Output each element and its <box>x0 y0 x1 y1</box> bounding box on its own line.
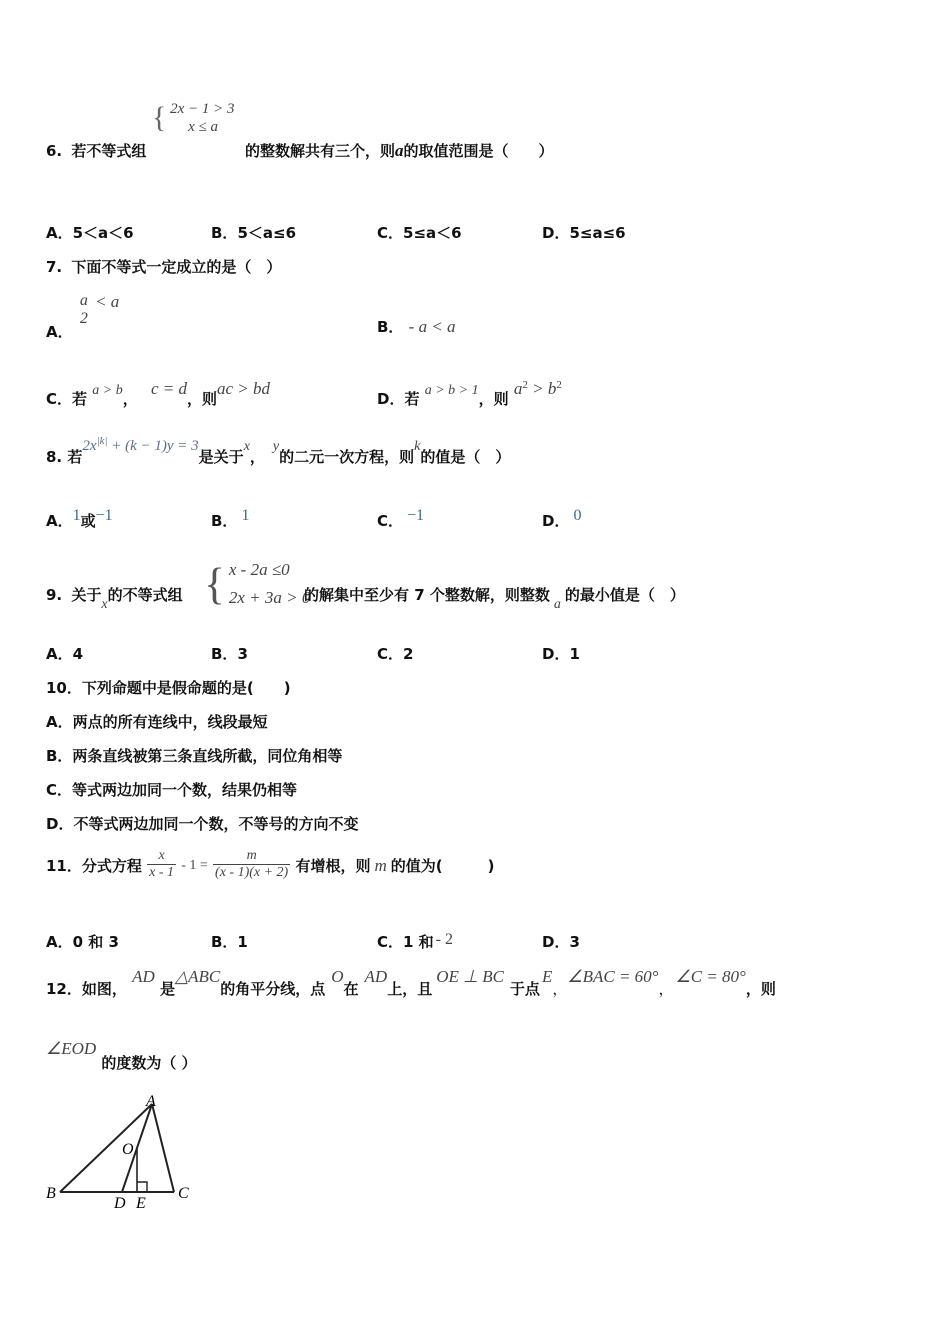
triangle-figure <box>40 1092 200 1212</box>
label-d: D <box>114 1195 126 1212</box>
q8-option-b[interactable]: B． 1 <box>211 507 250 530</box>
q8-option-c[interactable]: C． −1 <box>377 507 425 530</box>
q7-option-c[interactable]: C．若 a > b， c = d，则ac > bd <box>46 379 271 408</box>
q8-option-a[interactable]: A．1或−1 <box>46 507 113 530</box>
q6-option-b[interactable]: B．5＜a≤6 <box>211 224 297 242</box>
q6-suffix-a: 的整数解共有三个，则 <box>245 142 396 160</box>
label-o: O <box>122 1141 134 1158</box>
q9-system-line2: 2x + 3a > 0 <box>228 588 311 607</box>
q6-system-line1: 2x − 1 > 3 <box>170 101 235 117</box>
q7-stem <box>46 256 281 277</box>
q10-stem: 10．下列命题中是假命题的是( ) <box>46 679 291 697</box>
q11-stem: 11．分式方程 $\frac{x}{x - 1}$ - 1 = $\frac{m}{(x - 1)(x + 2)}$ 有增根，则 m 的值为( ) <box>46 848 495 880</box>
q9-option-a[interactable]: A．4 <box>46 645 84 663</box>
label-e: E <box>136 1195 146 1212</box>
q10-option-a[interactable]: A．两点的所有连线中，线段最短 <box>46 713 268 731</box>
q10-option-b[interactable]: B．两条直线被第三条直线所截，同位角相等 <box>46 747 343 765</box>
right-angle-mark <box>137 1182 147 1192</box>
q11-fraction-1: $\frac{x}{x - 1}$ <box>149 848 174 880</box>
q6-option-d[interactable]: D．5≤a≤6 <box>542 224 626 242</box>
q6-option-c[interactable]: C．5≤a＜6 <box>377 224 462 242</box>
side-ab <box>60 1104 152 1192</box>
q9-system: { x - 2a ≤0 2x + 3a > 0 <box>204 556 310 612</box>
q8-option-d[interactable]: D． 0 <box>542 507 582 530</box>
q10-option-c[interactable]: C．等式两边加同一个数，结果仍相等 <box>46 781 298 799</box>
q9-option-c[interactable]: C．2 <box>377 645 414 663</box>
q7-option-a-fraction: a 2 <box>79 292 88 327</box>
q6-stem <box>46 140 146 161</box>
q6-suffix-b: 的取值范围是（ ） <box>403 142 554 160</box>
label-b: B <box>46 1185 56 1202</box>
q6-number: 6. <box>46 142 63 160</box>
q12-stem: 12．如图， AD 是△ABC的角平分线，点O在AD上，且OE ⊥ BC于点E，∠BAC = 60°，∠C = 80°，则 <box>46 967 776 998</box>
q11-fraction-2: $\frac{m}{(x - 1)(x + 2)}$ <box>215 848 289 880</box>
q6-system: { 2x − 1 > 3 x ≤ a <box>152 101 235 135</box>
q6-system-line2: x ≤ a <box>188 119 219 135</box>
q9-option-b[interactable]: B．3 <box>211 645 248 663</box>
q7-stem-text: 下面不等式一定成立的是（ ） <box>71 258 282 276</box>
q6-var-a: a <box>395 141 404 160</box>
side-ac <box>152 1104 174 1192</box>
q11-option-c[interactable]: C．1 和 - 2 <box>377 931 453 951</box>
q6-option-a[interactable]: A．5＜a＜6 <box>46 224 134 242</box>
q12-stem-line2: ∠EOD 的度数为（ ） <box>46 1039 197 1072</box>
q11-option-b[interactable]: B．1 <box>211 933 248 951</box>
q9-option-d[interactable]: D．1 <box>542 645 580 663</box>
q11-option-a[interactable]: A．0 和 3 <box>46 933 119 951</box>
q9-stem-suffix: 的解集中至少有 7 个整数解，则整数a的最小值是（ ） <box>304 586 685 612</box>
q7-option-d[interactable]: D．若 a > b > 1，则 $a^2 > b^2$ <box>377 379 562 408</box>
q11-option-d[interactable]: D．3 <box>542 933 580 951</box>
q8-stem: 8. 若$2x^{|k|} + (k - 1)y = 3$是关于x，y的二元一次方程，则k的值是（ ） <box>46 435 511 466</box>
q7-option-b[interactable]: B． - a < a <box>377 317 456 336</box>
q7-number: 7. <box>46 258 63 276</box>
q6-stem-suffix <box>245 140 554 161</box>
label-a: A <box>146 1093 156 1110</box>
q6-prefix: 若不等式组 <box>71 142 147 160</box>
label-c: C <box>178 1185 189 1202</box>
q9-stem: 9. 关于x的不等式组 <box>46 586 183 612</box>
q10-option-d[interactable]: D．不等式两边加同一个数，不等号的方向不变 <box>46 815 359 833</box>
q7-option-a[interactable]: A． a 2 < a <box>46 291 120 341</box>
q9-system-line1: x - 2a ≤0 <box>228 560 290 579</box>
